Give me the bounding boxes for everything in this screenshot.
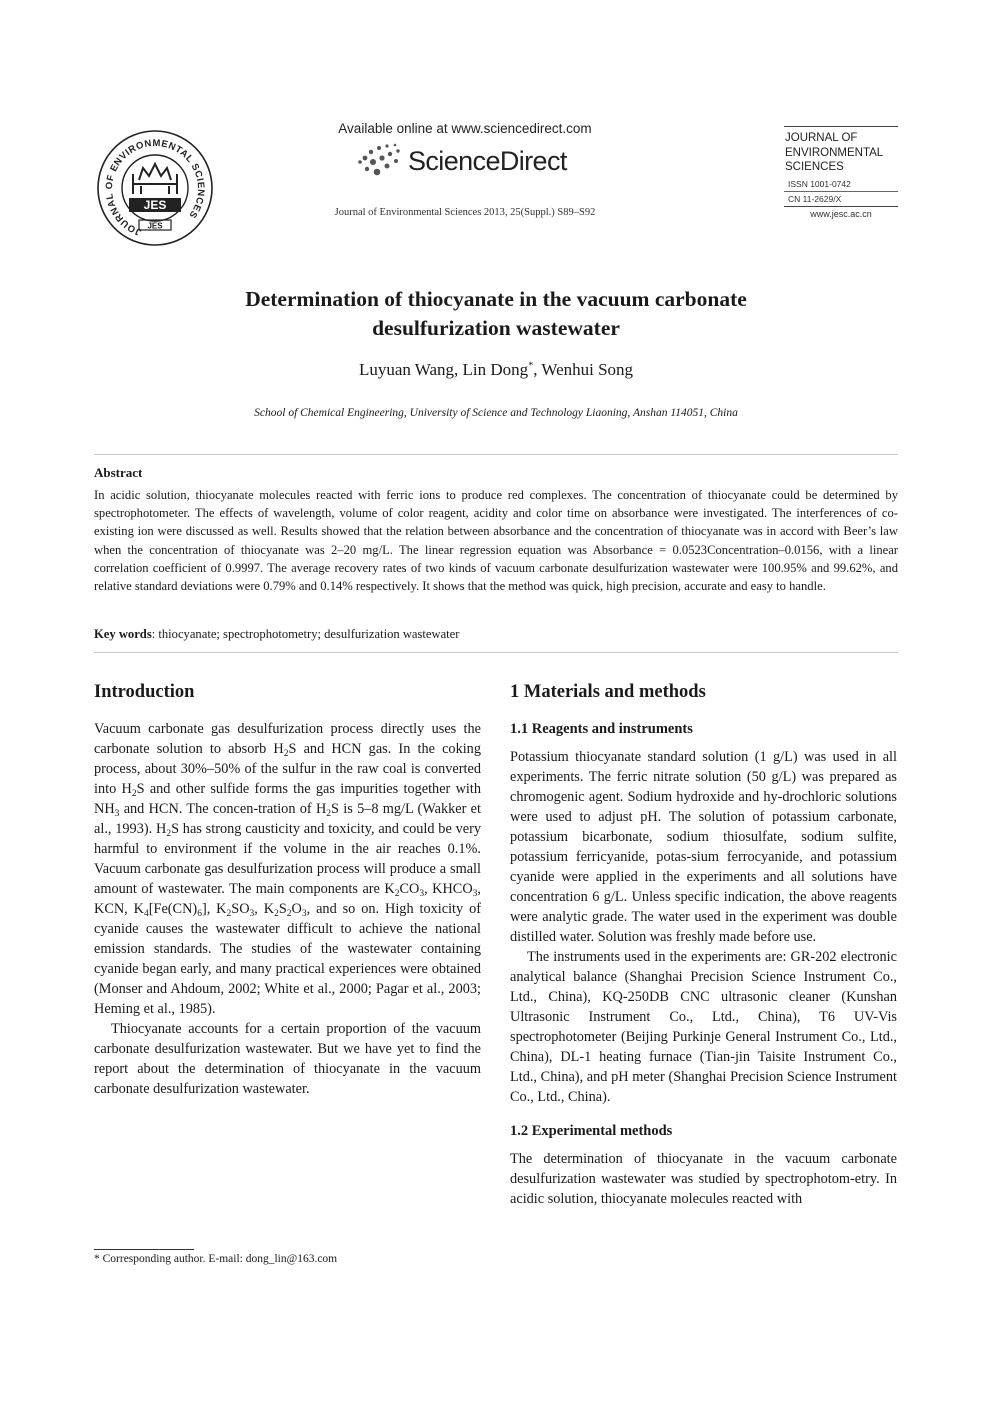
cn-number: CN 11-2629/X — [788, 193, 842, 204]
footnote-divider — [94, 1249, 194, 1250]
intro-paragraph-2: Thiocyanate accounts for a certain proportion of the vacuum carbonate desulfurization wastewater. But we have yet to find the report about the determination of thiocyanate in the vacuum carbonate desulfurization wastewater. — [94, 1021, 481, 1097]
left-column — [94, 680, 481, 1099]
sciencedirect-wordmark: ScienceDirect — [408, 146, 567, 176]
divider — [94, 652, 898, 653]
corresponding-author-footnote: * Corresponding author. E-mail: dong_lin@163.com — [94, 1253, 338, 1265]
divider — [94, 454, 898, 455]
abstract-text: In acidic solution, thiocyanate molecules reacted with ferric ions to produce red complexes. The concentration of thiocyanate could be determined by spectrophotometer. The effects of wavelength, volume of color reagent, acidity and color time on absorbance were investigated. The interferences of co-existing ion were discussed as well. Results showed that the relation between absorbance and the concentration of thiocyanate was in accord with Beer’s law when the concentration of thiocyanate was 2–20 mg/L. The linear regression equation was Absorbance = 0.0523Concentration–0.0156, with a linear correlation coefficient of 0.9997. The average recovery rates of two kinds of vacuum carbonate desulfurization wastewater were 100.95% and 99.62%, and relative standard deviations were 0.79% and 0.14% respectively. It shows that the method was quick, high precision, accurate and easy to handle. — [94, 488, 898, 594]
right-column — [510, 680, 897, 1209]
keywords: Key words: thiocyanate; spectrophotometry; desulfurization wastewater — [94, 627, 460, 641]
subsection-heading-reagents: 1.1 Reagents and instruments — [510, 721, 693, 737]
journal-website-link[interactable]: www.jesc.ac.cn — [810, 208, 872, 219]
sciencedirect-mark-icon — [355, 142, 403, 180]
logo-badge: JES — [143, 198, 167, 212]
divider — [784, 191, 898, 192]
affiliation: School of Chemical Engineering, University of Science and Technology Liaoning, Anshan 114051, China — [254, 407, 738, 419]
journal-info-box — [784, 126, 898, 219]
svg-text:JOURNAL OF ENVIRONMENTAL SCIEN: JOURNAL OF ENVIRONMENTAL SCIENCES — [103, 137, 207, 238]
divider — [784, 126, 898, 127]
subsection-heading-experimental: 1.2 Experimental methods — [510, 1123, 673, 1139]
issn: ISSN 1001-0742 — [788, 178, 851, 189]
section-heading-introduction: Introduction — [94, 682, 195, 702]
logo-badge-lower: JES — [147, 221, 163, 231]
section-heading-materials-methods: 1 Materials and methods — [510, 682, 706, 702]
methods-paragraph-2: The instruments used in the experiments are: GR-202 electronic analytical balance (Shanghai Precision Science Instrument Co., Ltd., China), KQ-250DB CNC ultrasonic cleaner (Kunshan Ultrasonic Instrument Co., Ltd., China), T6 UV-Vis spectrophotometer (Beijing Purkinje General Instrument Co., Ltd., China), DL-1 heating furnace (Tian-jin Taisite Instrument Co., Ltd., China), and pH meter (Shanghai Precision Science Instrument Co., Ltd., China). — [510, 949, 897, 1105]
methods-paragraph-3: The determination of thiocyanate in the vacuum carbonate desulfurization wastewater was studied by spectrophotom-etry. In acidic solution, thiocyanate molecules reacted with — [510, 1151, 897, 1207]
intro-paragraph-1: Vacuum carbonate gas desulfurization process directly uses the carbonate solution to absorb $H_2S$ and HCN gas. In the coking process, about 30%–50% of the sulfur in the raw coal is converted into $H_2S$ and other sulfide forms the gas impurities together with $NH_3$ and HCN. The concen-tration of $H_2S$ is 5–8 mg/L (Wakker et al., 1993). $H_2S$ has strong causticity and toxicity, and could be very harmful to environment if the volume in the air reaches 0.1%. Vacuum carbonate gas desulfurization process will produce a small amount of wastewater. The main components are $K_2CO_3$, $KHCO_3$, KCN, $K_4[Fe(CN)_6]$, $K_2SO_3$, $K_2S_2O_3$, and so on. High toxicity of cyanide causes the wastewater difficult to achieve the national emission standards. The studies of the wastewater containing cyanide began early, and many practical experiences were obtained (Monser and Ahdoum, 2002; White et al., 2000; Pagar et al., 2003; Heming et al., 1985). — [94, 721, 482, 1017]
journal-citation: Journal of Environmental Sciences 2013, 25(Suppl.) S89–S92 — [334, 207, 596, 218]
corresponding-mark: * — [528, 360, 534, 372]
paper-title: Determination of thiocyanate in the vacuum carbonate desulfurization wastewater — [245, 287, 747, 340]
journal-name: JOURNAL OF ENVIRONMENTAL SCIENCES — [785, 132, 884, 173]
methods-paragraph-1: Potassium thiocyanate standard solution (1 g/L) was used in all experiments. The ferric nitrate solution (50 g/L) was prepared as chromogenic agent. Sodium hydroxide and hy-drochloric solutions were used to adjust pH. The solution of potassium carbonate, potassium bicarbonate, sodium thiosulfate, sodium sulfite, potassium ferricyanide, potas-sium ferrocyanide, and potassium cyanide were applied in the experiments and all solutions have concentration 6 g/L. Unless specific indication, the above reagents were analytic grade. The water used in the experiment was double distilled water. Solution was freshly made before use. — [510, 749, 897, 945]
corresponding-author: Lin Dong — [462, 360, 529, 379]
available-online-notice: Available online at www.sciencedirect.com — [338, 121, 592, 136]
journal-seal-logo — [93, 128, 217, 246]
abstract-heading: Abstract — [94, 465, 143, 480]
divider — [784, 206, 898, 207]
author-list: Luyuan Wang, Lin Dong*, Wenhui Song — [358, 360, 634, 379]
